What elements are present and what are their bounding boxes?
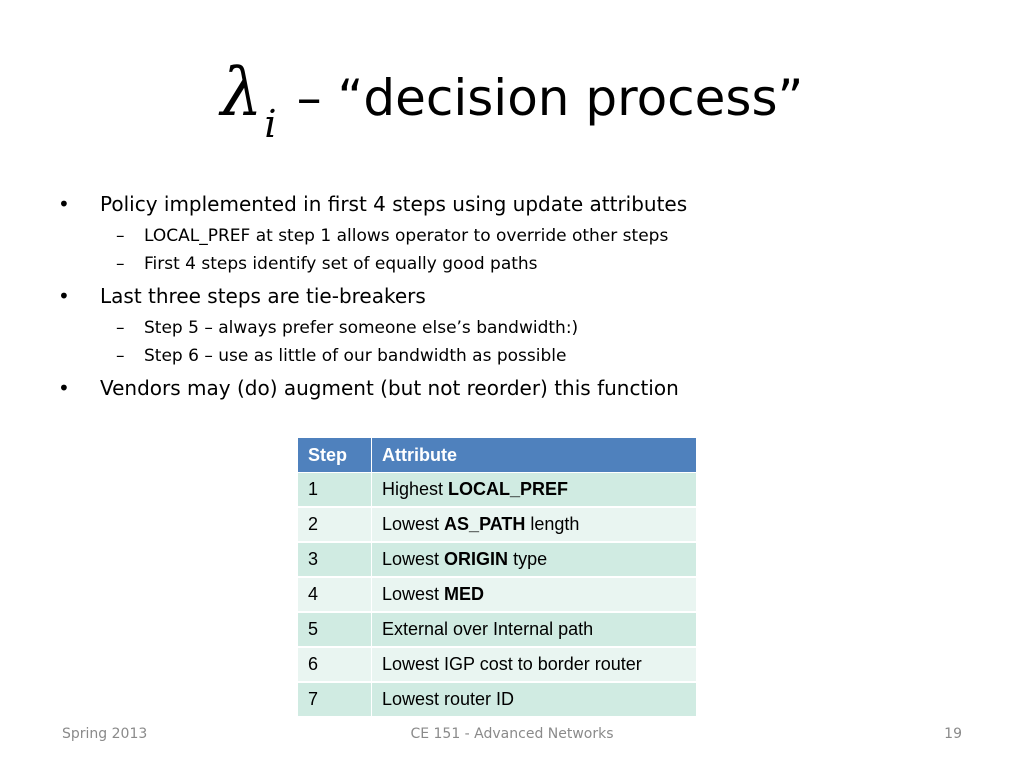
attribute-cell: External over Internal path (372, 612, 697, 647)
step-cell: 1 (298, 473, 372, 508)
footer-date: Spring 2013 (62, 726, 148, 742)
bullet-text: Vendors may (do) augment (but not reorder) this function (100, 376, 679, 400)
sub-bullet-item (54, 254, 994, 274)
decision-process-table (297, 437, 697, 718)
bullet-text: Last three steps are tie-breakers (100, 284, 426, 308)
bullet-item (54, 374, 994, 402)
sub-bullet-text: LOCAL_PREF at step 1 allows operator to override other steps (144, 226, 669, 246)
bullet-item (54, 190, 994, 218)
attribute-cell: Lowest router ID (372, 682, 697, 717)
step-cell: 6 (298, 647, 372, 682)
dash-marker: – (116, 346, 125, 366)
dash-marker: – (116, 318, 125, 338)
table-row (298, 647, 697, 682)
dash-marker: – (116, 254, 125, 274)
sub-bullet-text: Step 5 – always prefer someone else’s bandwidth:) (144, 318, 579, 338)
attribute-cell: Lowest ORIGIN type (372, 542, 697, 577)
dash-marker: – (116, 226, 125, 246)
table-row (298, 682, 697, 717)
bullet-marker: • (58, 192, 70, 216)
table-row (298, 542, 697, 577)
step-cell: 3 (298, 542, 372, 577)
sub-bullet-text: Step 6 – use as little of our bandwidth as possible (144, 346, 567, 366)
attribute-cell: Lowest MED (372, 577, 697, 612)
sub-bullet-text: First 4 steps identify set of equally good paths (144, 254, 538, 274)
header-attribute: Attribute (372, 438, 697, 473)
footer-page-number: 19 (944, 726, 962, 742)
step-cell: 7 (298, 682, 372, 717)
bullet-marker: • (58, 376, 70, 400)
bullet-list (54, 186, 994, 402)
step-cell: 2 (298, 507, 372, 542)
lambda-symbol: $\lambda_i$ (220, 54, 277, 146)
sub-bullet-item (54, 346, 994, 366)
attribute-cell: Lowest IGP cost to border router (372, 647, 697, 682)
lambda-subscript: i (264, 102, 277, 146)
sub-bullet-item (54, 226, 994, 246)
bullet-text: Policy implemented in first 4 steps using update attributes (100, 192, 688, 216)
attribute-cell: Highest LOCAL_PREF (372, 473, 697, 508)
step-cell: 5 (298, 612, 372, 647)
footer-course: CE 151 - Advanced Networks (410, 726, 614, 742)
slide-title (0, 48, 1024, 148)
table-row (298, 577, 697, 612)
sub-bullet-item (54, 318, 994, 338)
bullet-marker: • (58, 284, 70, 308)
table-header-row (298, 438, 697, 473)
attribute-cell: Lowest AS_PATH length (372, 507, 697, 542)
header-step: Step (298, 438, 372, 473)
table-row (298, 612, 697, 647)
table-row (298, 473, 697, 508)
title-text: – “decision process” (296, 69, 804, 127)
table-row (298, 507, 697, 542)
bullet-item (54, 282, 994, 310)
step-cell: 4 (298, 577, 372, 612)
